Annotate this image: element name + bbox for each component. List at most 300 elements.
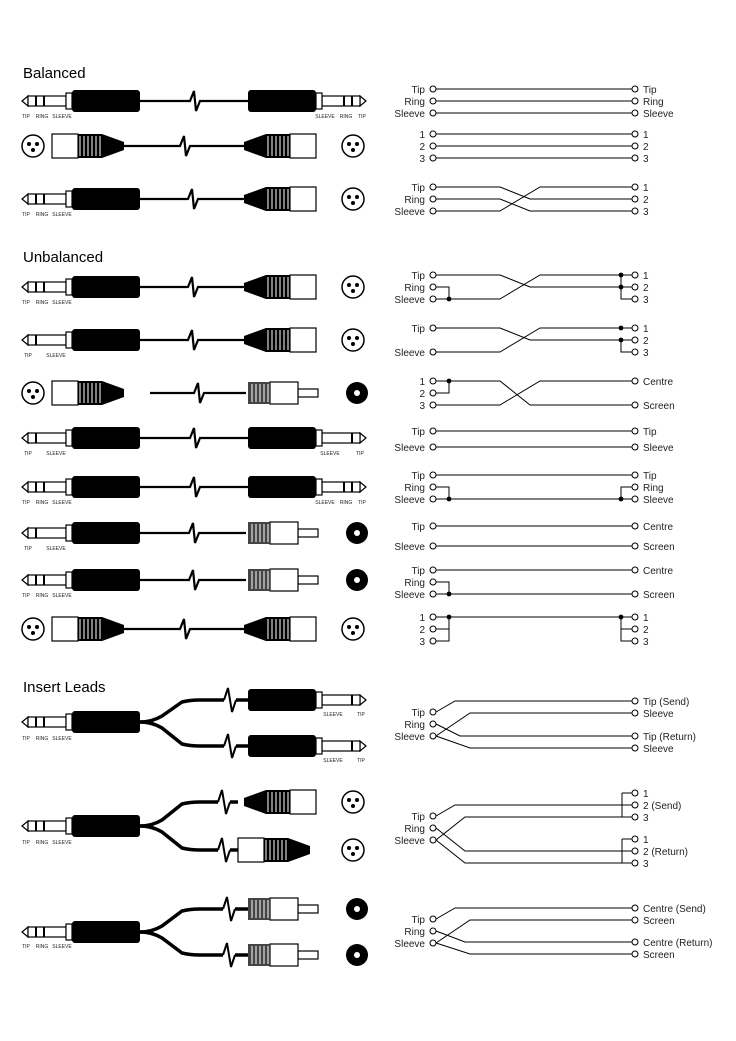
jack-pin-label: TIP [358,114,366,120]
xlr-shell [52,134,78,158]
pin-label-left: Sleeve [394,348,425,359]
jack-body [72,90,140,112]
jack-pin-label: RING [35,840,49,846]
jack-pin-label: TIP [357,712,365,718]
pin-label-right: 2 [643,283,649,294]
pin-right [632,860,638,866]
jack-body [72,188,140,210]
wire [436,275,632,287]
jack-pin-label: TIP [24,451,32,457]
pin-label-right: Tip [643,471,657,482]
cable [140,189,244,209]
jack-tip [360,482,366,492]
pin-left [430,131,436,137]
stereo-jack-plug-left [22,276,140,298]
pin-label-right: Tip (Send) [643,697,690,708]
jack-shaft [28,335,66,345]
solder-bridge-dot [447,297,452,302]
pin-right [632,472,638,478]
pin-label-left: Ring [404,824,425,835]
xlr-boot [244,790,266,814]
cable [124,619,244,639]
xlr-plug-left [52,134,124,158]
pin-right [632,951,638,957]
pin-left [430,567,436,573]
pin-left [430,496,436,502]
xlr-face-ring [342,135,364,157]
pin-label-left: 3 [419,401,425,412]
jack-pin-label: TIP [22,593,30,599]
wire [436,736,632,748]
jack-collar [66,191,72,207]
pin-left [430,940,436,946]
xlr-boot [244,187,266,211]
pin-left [430,184,436,190]
pin-label-right: Screen [643,950,675,961]
pin-label-right: Tip [643,427,657,438]
pin-label-left: Tip [411,183,425,194]
xlr-face-pin [351,804,355,808]
pin-label-right: 3 [643,813,649,824]
pin-left [430,543,436,549]
xlr-face-pin [355,625,359,629]
jack-tip [22,433,28,443]
xlr-face-pin [347,846,351,850]
pin-label-left: Ring [404,283,425,294]
pin-label-right: 1 [643,130,649,141]
pin-left [430,284,436,290]
xlr-face-ring [22,618,44,640]
rca-pin [298,951,318,959]
pin-label-right: 2 [643,336,649,347]
solder-bridge-dot [619,273,624,278]
pin-label-left: Tip [411,812,425,823]
pin-label-right: 2 [643,195,649,206]
jack-collar [316,479,322,495]
jack-pin-label: SLEEVE [52,593,72,599]
jack-pin-label: TIP [22,114,30,120]
jack-body [248,427,316,449]
jack-tip [360,433,366,443]
pin-label-right: Sleeve [643,744,674,755]
jack-collar [66,572,72,588]
xlr-face-pin [35,625,39,629]
xlr-face-pin [31,631,35,635]
pin-label-right: 2 [643,142,649,153]
jack-tip [22,821,28,831]
pin-label-right: 3 [643,295,649,306]
pin-label-right: Sleeve [643,443,674,454]
jack-pin-label: SLEEVE [52,114,72,120]
pin-right [632,591,638,597]
jack-tip [360,695,366,705]
pin-label-left: Sleeve [394,109,425,120]
xlr-face-pin [355,142,359,146]
wire [436,931,632,942]
wire [436,713,632,736]
xlr-face-pin [27,142,31,146]
pin-right [632,131,638,137]
xlr-face-ring [342,276,364,298]
rca-face-centre [354,577,360,583]
jack-tip [22,717,28,727]
pin-label-right: Centre (Send) [643,904,706,915]
jack-body [72,427,140,449]
rca-face-centre [354,952,360,958]
pin-left [430,484,436,490]
xlr-face-ring [342,618,364,640]
jack-shaft [322,433,360,443]
jack-collar [66,479,72,495]
mono-jack-plug-right [248,427,366,449]
pin-left [430,638,436,644]
jack-shaft [28,575,66,585]
pin-label-left: Sleeve [394,207,425,218]
stereo-jack-plug-left [22,921,140,943]
pin-right [632,402,638,408]
pin-left [430,813,436,819]
pin-label-left: Tip [411,85,425,96]
jack-pin-label: TIP [24,353,32,359]
jack-body [72,569,140,591]
pin-label-left: Tip [411,522,425,533]
wire [436,908,632,919]
xlr-face-right [342,329,364,351]
pin-label-left: 3 [419,154,425,165]
jack-shaft [28,717,66,727]
pin-right [632,614,638,620]
wire [436,287,449,299]
jack-pin-label: TIP [22,840,30,846]
xlr-face-ring [22,135,44,157]
jack-pin-label: TIP [22,500,30,506]
pin-label-right: Screen [643,916,675,927]
xlr-face-right [342,188,364,210]
pin-right [632,155,638,161]
jack-collar [66,430,72,446]
jack-pin-label: RING [339,500,353,506]
pin-label-left: Tip [411,427,425,438]
pin-label-left: Sleeve [394,590,425,601]
rca-shell [270,569,298,591]
jack-pin-label: SLEEVE [52,500,72,506]
pin-right [632,523,638,529]
pin-right [632,745,638,751]
pin-label-right: Tip [643,85,657,96]
rca-grip [248,898,270,920]
section-title-unbalanced: Unbalanced [23,249,104,266]
jack-tip [360,96,366,106]
xlr-face-pin [347,195,351,199]
pin-right [632,272,638,278]
pin-label-right: 1 [643,183,649,194]
solder-bridge-dot [447,592,452,597]
solder-bridge-dot [447,379,452,384]
pin-right [632,296,638,302]
xlr-face-pin [347,625,351,629]
solder-bridge-dot [619,285,624,290]
wire [436,805,622,816]
pin-right [632,98,638,104]
jack-collar [66,93,72,109]
mono-jack-plug-left [22,427,140,449]
xlr-grip [78,617,102,641]
jack-pin-label: SLEEVE [52,840,72,846]
stereo-jack-plug-left [22,90,140,112]
xlr-face-pin [351,631,355,635]
xlr-face-pin [35,142,39,146]
pin-left [430,349,436,355]
pin-label-left: Tip [411,324,425,335]
wire [436,920,632,943]
rca-pin [298,905,318,913]
xlr-female-plug [238,838,310,862]
wire [436,828,622,851]
pin-right [632,733,638,739]
pin-right [632,790,638,796]
xlr-grip [266,187,290,211]
pin-label-right: Screen [643,542,675,553]
pin-right [632,836,638,842]
jack-pin-label: RING [339,114,353,120]
jack-pin-label: TIP [358,500,366,506]
mono-jack-plug-left [22,522,140,544]
jack-body [72,815,140,837]
pin-left [430,472,436,478]
solder-bridge-dot [447,497,452,502]
rca-grip [248,522,270,544]
jack-shaft [322,96,360,106]
rca-face-right [346,569,368,591]
rca-plug-right [248,382,318,404]
pin-left [430,86,436,92]
xlr-face-pin [351,201,355,205]
jack-pin-label: SLEEVE [323,758,343,764]
rca-grip [248,382,270,404]
pin-label-left: Tip [411,271,425,282]
pin-right [632,196,638,202]
pin-label-left: Sleeve [394,836,425,847]
wire [621,287,632,299]
xlr-face-pin [27,625,31,629]
solder-bridge-dot [619,497,624,502]
pin-left [430,626,436,632]
xlr-face-pin [351,289,355,293]
rca-face-centre [354,906,360,912]
xlr-face-pin [351,852,355,856]
rca-shell [270,898,298,920]
pin-label-left: 2 [419,389,425,400]
jack-pin-label: RING [35,212,49,218]
xlr-face-pin [35,389,39,393]
xlr-face-right [342,791,364,813]
pin-label-right: 3 [643,637,649,648]
xlr-grip [266,134,290,158]
pin-right [632,110,638,116]
xlr-face-pin [355,336,359,340]
pin-label-left: Sleeve [394,542,425,553]
xlr-face-pin [355,283,359,287]
jack-shaft [28,821,66,831]
wire [449,487,632,499]
stereo-jack-plug-right [248,476,366,498]
solder-bridge-dot [619,615,624,620]
jack-pin-label: SLEEVE [52,212,72,218]
section-title-insert-leads: Insert Leads [23,679,106,696]
wire [436,487,449,499]
jack-tip [22,575,28,585]
stereo-jack-plug-left [22,188,140,210]
xlr-face-pin [27,389,31,393]
jack-body [72,522,140,544]
pin-left [430,709,436,715]
wire [436,701,632,712]
rca-pin [298,576,318,584]
pin-label-right: 3 [643,348,649,359]
jack-body [248,90,316,112]
rca-plug-right [248,944,318,966]
rca-plug-right [248,569,318,591]
cable [150,383,246,403]
jack-shaft [28,96,66,106]
jack-body [72,921,140,943]
cable [140,477,248,497]
pin-right [632,444,638,450]
cable [140,277,244,297]
pin-label-left: Sleeve [394,443,425,454]
rca-shell [270,944,298,966]
jack-collar [316,93,322,109]
xlr-face-right [342,618,364,640]
wire [436,629,449,641]
jack-body [72,476,140,498]
wire [621,629,632,641]
xlr-shell [290,187,316,211]
pin-label-right: 2 (Return) [643,847,689,858]
xlr-boot [244,275,266,299]
cable [140,91,248,111]
jack-tip [22,927,28,937]
xlr-face-pin [355,798,359,802]
pin-right [632,917,638,923]
jack-tip [22,96,28,106]
xlr-shell [52,381,78,405]
xlr-boot [102,134,124,158]
pin-right [632,698,638,704]
xlr-shell [290,328,316,352]
pin-label-left: 2 [419,142,425,153]
xlr-face-pin [355,846,359,850]
jack-collar [66,818,72,834]
jack-pin-label: SLEEVE [323,712,343,718]
pin-label-left: Sleeve [394,732,425,743]
pin-label-right: 3 [643,207,649,218]
pin-right [632,638,638,644]
xlr-shell [290,134,316,158]
wire [449,381,632,405]
jack-tip [22,282,28,292]
pin-left [430,296,436,302]
wire [436,617,449,629]
jack-collar [316,738,322,754]
wire [436,582,449,594]
pin-label-right: Tip (Return) [643,732,696,743]
jack-shaft [28,528,66,538]
rca-face-centre [354,530,360,536]
jack-collar [66,714,72,730]
jack-pin-label: SLEEVE [46,546,66,552]
jack-tip [22,528,28,538]
xlr-plug-left [52,617,124,641]
jack-body [248,689,316,711]
wire [436,187,632,199]
pin-label-left: Ring [404,720,425,731]
xlr-face-pin [347,283,351,287]
pin-label-left: Ring [404,578,425,589]
rca-pin [298,529,318,537]
pin-left [430,196,436,202]
pin-right [632,428,638,434]
xlr-face-pin [347,142,351,146]
pin-label-left: 3 [419,637,425,648]
pin-right [632,284,638,290]
jack-collar [66,924,72,940]
jack-shaft [28,482,66,492]
rca-plug-right [248,522,318,544]
xlr-face-ring [342,791,364,813]
pin-left [430,378,436,384]
pin-label-right: Centre [643,522,674,533]
pin-label-right: Centre [643,377,674,388]
pin-label-right: 2 (Send) [643,801,682,812]
jack-shaft [322,741,360,751]
xlr-face-left [22,135,44,157]
jack-shaft [28,433,66,443]
xlr-boot [102,617,124,641]
pin-left [430,208,436,214]
pin-right [632,337,638,343]
xlr-grip [266,790,290,814]
jack-collar [66,332,72,348]
pin-label-right: 1 [643,324,649,335]
xlr-face-pin [31,148,35,152]
wire [436,199,632,211]
pin-left [430,402,436,408]
pin-right [632,543,638,549]
jack-body [248,476,316,498]
rca-face-centre [354,390,360,396]
xlr-shell [290,617,316,641]
jack-pin-label: SLEEVE [315,114,335,120]
pin-right [632,349,638,355]
rca-face-right [346,898,368,920]
xlr-grip [266,617,290,641]
rca-face-right [346,522,368,544]
jack-pin-label: RING [35,593,49,599]
pin-right [632,814,638,820]
jack-shaft [28,927,66,937]
jack-collar [66,279,72,295]
pin-label-right: 3 [643,859,649,870]
xlr-shell [290,275,316,299]
jack-pin-label: RING [35,114,49,120]
pin-label-right: Centre [643,566,674,577]
pin-label-left: Sleeve [394,939,425,950]
pin-right [632,802,638,808]
rca-plug-right [248,898,318,920]
jack-shaft [322,695,360,705]
pin-left [430,523,436,529]
